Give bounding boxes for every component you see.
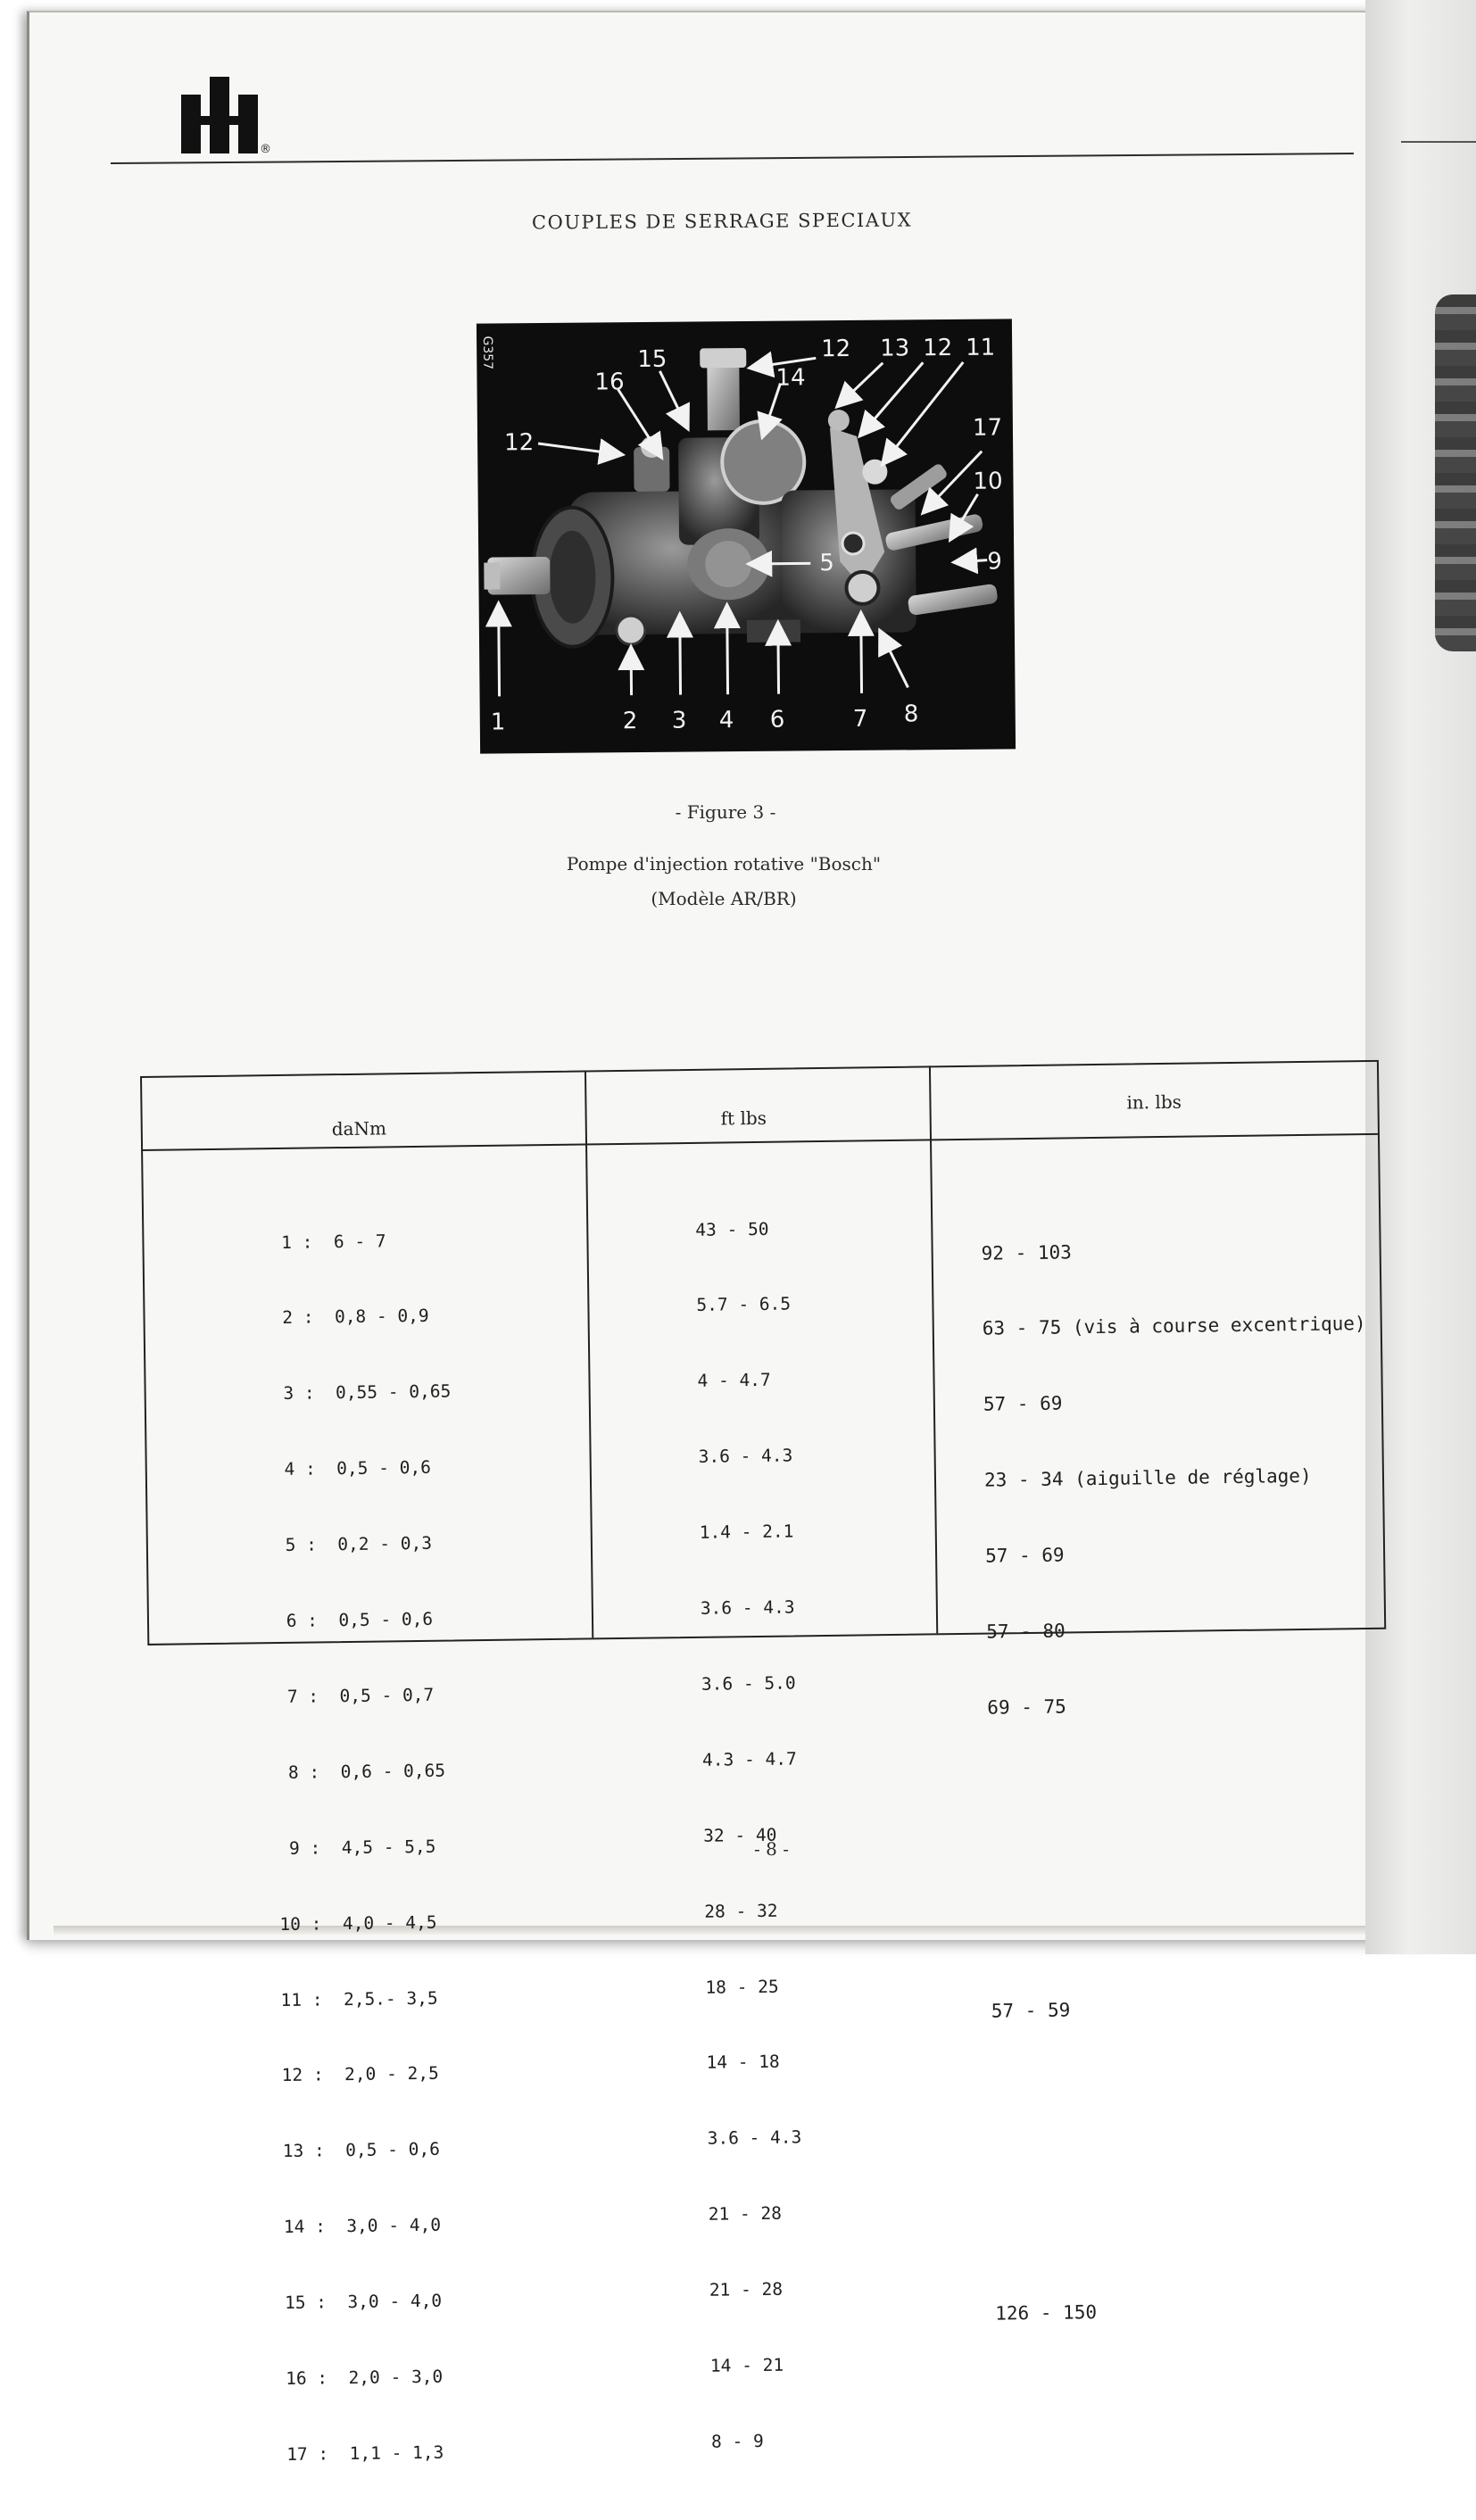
figure-label: - Figure 3 - (0, 801, 1464, 823)
ftlbs-row: 14 - 18 (706, 2050, 800, 2077)
callout-11: 11 (966, 335, 995, 361)
figure-3-photo (477, 319, 1016, 753)
adjacent-page-edge (1365, 0, 1476, 1954)
callout-2: 2 (623, 708, 638, 734)
callout-12-right: 12 (923, 335, 952, 361)
danm-row: 15 : 3,0 - 4,0 (285, 2288, 463, 2316)
inlbs-row: 57 - 69 (983, 1387, 1367, 1417)
figure-caption-title: Pompe d'injection rotative "Bosch" (0, 853, 1462, 875)
callout-12-top: 12 (821, 336, 850, 362)
callout-12-left: 12 (504, 429, 534, 456)
inlbs-row (993, 2144, 1377, 2175)
adjacent-page-rule (1401, 141, 1476, 143)
danm-row: 11 : 2,5.- 3,5 (280, 1985, 459, 2013)
danm-row: 6 : 0,5 - 0,6 (276, 1606, 454, 1634)
inlbs-row (989, 1842, 1372, 1872)
danm-row: 14 : 3,0 - 4,0 (284, 2213, 462, 2241)
callout-1: 1 (491, 709, 506, 735)
header-inlbs: in. lbs (1126, 1091, 1182, 1114)
ftlbs-row: 43 - 50 (695, 1216, 790, 1243)
ftlbs-row: 28 - 32 (704, 1898, 799, 1925)
inlbs-row: 92 - 103 (981, 1236, 1364, 1266)
inlbs-row (990, 1918, 1373, 1948)
danm-row: 12 : 2,0 - 2,5 (281, 2061, 460, 2089)
ftlbs-row: 3.6 - 4.3 (707, 2126, 801, 2152)
ftlbs-row: 32 - 40 (703, 1822, 798, 1849)
danm-row: 1 : 6 - 7 (270, 1228, 449, 1256)
ftlbs-row: 3.6 - 5.0 (701, 1670, 796, 1697)
callout-13: 13 (880, 335, 909, 361)
header-danm: daNm (332, 1117, 387, 1140)
danm-row: 13 : 0,5 - 0,6 (283, 2137, 461, 2165)
ftlbs-row: 1.4 - 2.1 (700, 1520, 794, 1546)
inlbs-row: 23 - 34 (aiguille de réglage) (984, 1463, 1368, 1493)
danm-column (270, 1177, 466, 2517)
inlbs-column (981, 1185, 1380, 2376)
callout-9: 9 (987, 548, 1002, 575)
ftlbs-row: 21 - 28 (709, 2201, 803, 2228)
figure-caption-model: (Modèle AR/BR) (0, 888, 1462, 909)
inlbs-row: 57 - 59 (991, 1993, 1375, 2023)
inlbs-row (994, 2220, 1378, 2251)
inlbs-row: 126 - 150 (995, 2296, 1379, 2326)
callout-16: 16 (594, 369, 624, 395)
adjacent-page-photo-fragment (1435, 294, 1476, 651)
callout-5: 5 (819, 550, 834, 576)
callout-8: 8 (904, 700, 919, 727)
danm-row: 5 : 0,2 - 0,3 (275, 1531, 453, 1559)
callout-7: 7 (853, 706, 868, 733)
ih-logo (181, 77, 263, 153)
danm-row: 7 : 0,5 - 0,7 (277, 1682, 455, 1710)
callout-14: 14 (775, 364, 805, 391)
ftlbs-row: 21 - 28 (709, 2276, 804, 2303)
ftlbs-row: 3.6 - 4.3 (698, 1444, 792, 1471)
page-number: - 8 - (754, 1838, 789, 1860)
callout-15: 15 (637, 346, 667, 373)
danm-row: 17 : 1,1 - 1,3 (286, 2440, 465, 2467)
registered-mark: ® (260, 143, 271, 156)
page-title: COUPLES DE SERRAGE SPECIAUX (532, 210, 912, 234)
callout-6: 6 (770, 707, 785, 734)
figure-serial: G357 (480, 336, 494, 369)
danm-row: 4 : 0,5 - 0,6 (274, 1455, 452, 1483)
ftlbs-row: 18 - 25 (705, 1974, 800, 2001)
ftlbs-row: 14 - 21 (710, 2352, 805, 2379)
danm-row: 3 : 0,55 - 0,65 (272, 1380, 451, 1407)
ftlbs-row: 4 - 4.7 (697, 1368, 792, 1395)
callout-3: 3 (672, 708, 687, 734)
inlbs-row: 57 - 80 (986, 1614, 1370, 1645)
callout-10: 10 (973, 468, 1002, 494)
inlbs-row: 57 - 69 (985, 1538, 1369, 1569)
danm-row: 2 : 0,8 - 0,9 (271, 1304, 450, 1331)
inlbs-row (988, 1766, 1372, 1796)
inlbs-row: 63 - 75 (vis à course excentrique) (983, 1312, 1366, 1342)
ftlbs-row: 5.7 - 6.5 (696, 1292, 791, 1319)
danm-row: 9 : 4,5 - 5,5 (278, 1834, 457, 1861)
callout-4: 4 (719, 707, 734, 734)
danm-row: 10 : 4,0 - 4,5 (279, 1910, 458, 1937)
header-ftlbs: ft lbs (721, 1107, 767, 1130)
ftlbs-row: 8 - 9 (711, 2428, 806, 2455)
inlbs-row (992, 2068, 1376, 2099)
ftlbs-column (694, 1165, 806, 2505)
danm-row: 8 : 0,6 - 0,65 (278, 1758, 456, 1786)
ftlbs-row: 4.3 - 4.7 (702, 1746, 797, 1773)
torque-table (140, 1060, 1386, 1645)
callout-17: 17 (973, 414, 1002, 441)
danm-row: 16 : 2,0 - 3,0 (286, 2364, 464, 2392)
inlbs-row: 69 - 75 (987, 1690, 1371, 1720)
ftlbs-row: 3.6 - 4.3 (701, 1595, 795, 1621)
